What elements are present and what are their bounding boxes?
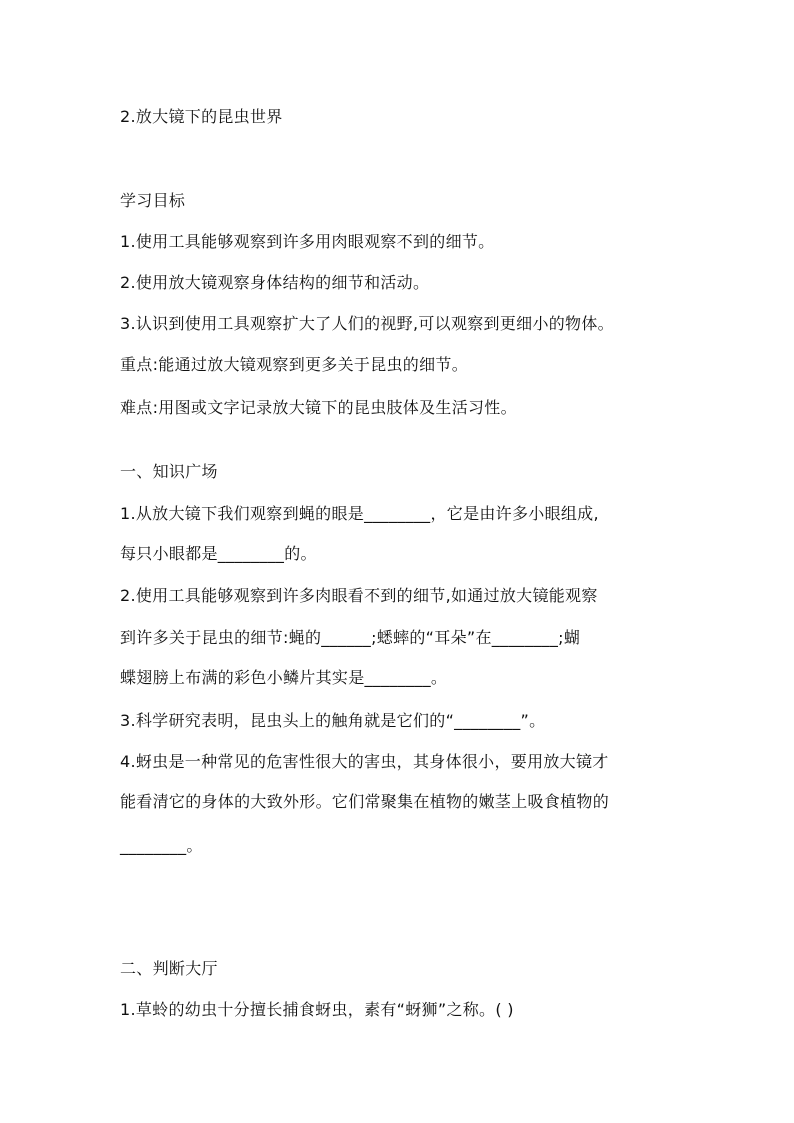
question-line: ________。 — [120, 836, 203, 855]
document-title: 2.放大镜下的昆虫世界 — [120, 107, 283, 126]
question-line: 2.使用工具能够观察到许多肉眼看不到的细节,如通过放大镜能观察 — [120, 586, 598, 605]
question-line: 到许多关于昆虫的细节:蝇的______;蟋蟀的“耳朵”在________;蝴 — [120, 628, 581, 647]
key-point: 重点:能通过放大镜观察到更多关于昆虫的细节。 — [120, 355, 468, 374]
judgment-line: 1.草蛉的幼虫十分擅长捕食蚜虫，素有“蚜狮”之称。( ) — [120, 1000, 514, 1019]
goal-item: 3.认识到使用工具观察扩大了人们的视野,可以观察到更细小的物体。 — [120, 314, 614, 333]
goals-heading: 学习目标 — [120, 191, 186, 210]
section2-heading: 二、判断大厅 — [120, 959, 218, 978]
question-line: 蝶翅膀上布满的彩色小鳞片其实是________。 — [120, 668, 448, 687]
question-line: 3.科学研究表明，昆虫头上的触角就是它们的“________”。 — [120, 711, 546, 730]
difficulty-point: 难点:用图或文字记录放大镜下的昆虫肢体及生活习性。 — [120, 398, 517, 417]
section1-heading: 一、知识广场 — [120, 462, 218, 481]
question-line: 每只小眼都是________的。 — [120, 544, 317, 563]
question-line: 1.从放大镜下我们观察到蝇的眼是________，它是由许多小眼组成, — [120, 504, 599, 523]
question-line: 4.蚜虫是一种常见的危害性很大的害虫，其身体很小，要用放大镜才 — [120, 752, 609, 771]
goal-item: 2.使用放大镜观察身体结构的细节和活动。 — [120, 273, 430, 292]
goal-item: 1.使用工具能够观察到许多用肉眼观察不到的细节。 — [120, 232, 495, 251]
question-line: 能看清它的身体的大致外形。它们常聚集在植物的嫩茎上吸食植物的 — [120, 792, 610, 811]
